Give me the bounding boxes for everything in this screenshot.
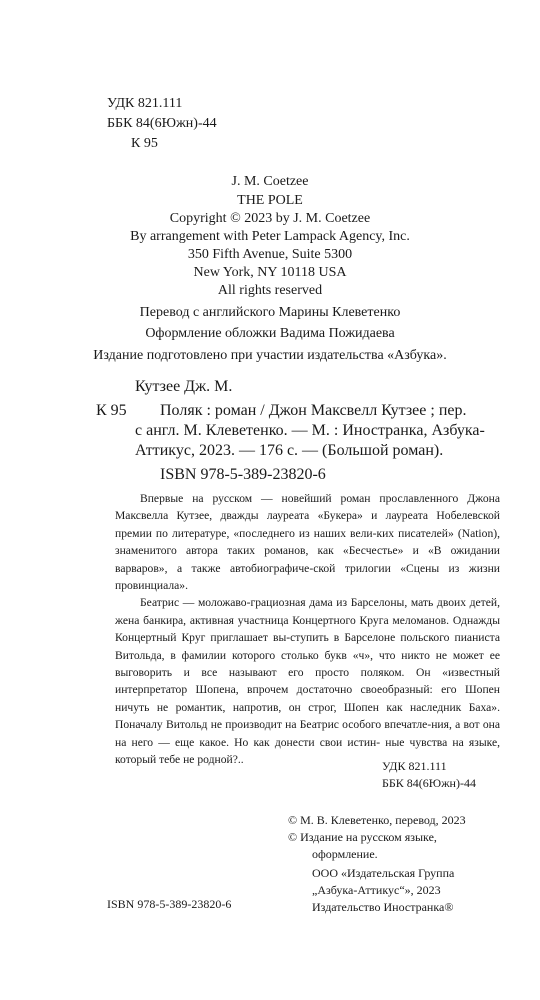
annotation-line: ния, а вот она на него — еще какое. Но как донести свои истин- (115, 718, 501, 749)
copyright-edition-cont: оформление. (312, 847, 378, 861)
copyright-publisher-cont: „Азбука-Аттикус“», 2023 (312, 883, 441, 897)
annotation-line: ской трилогии «Сцены из жизни провинциала». (115, 561, 500, 593)
agency-arrangement: By arrangement with Peter Lampack Agency, Inc. (130, 229, 410, 244)
cover-credit: Оформление обложки Вадима Пожидаева (145, 326, 395, 341)
annotation-line: Джона Максвелла Кутзее, дважды лауреата «Букера» и лауреата (115, 492, 500, 523)
cip-line-2: с англ. М. Клеветенко. — М. : Иностранка, Азбука- (135, 422, 485, 439)
cip-line-3: Аттикус, 2023. — 176 с. — (Большой роман). (135, 442, 444, 459)
cip-isbn: ISBN 978-5-389-23820-6 (160, 466, 326, 483)
publisher-note: Издание подготовлено при участии издательства «Азбука». (93, 348, 447, 363)
annotation-line: Беатрис — моложаво-грациозная дама из Барселоны, мать (140, 596, 434, 610)
cip-line-1: Поляк : роман / Джон Максвелл Кутзее ; пер. (160, 402, 467, 419)
original-copyright: Copyright © 2023 by J. M. Coetzee (169, 211, 371, 226)
agency-address: 350 Fifth Avenue, Suite 5300 (187, 247, 353, 262)
agency-city: New York, NY 10118 USA (193, 265, 347, 280)
isbn-bottom: ISBN 978-5-389-23820-6 (107, 897, 232, 911)
copyright-edition: © Издание на русском языке, (288, 830, 437, 844)
original-author: J. M. Coetzee (231, 174, 309, 189)
bottom-bbk: ББК 84(6Южн)-44 (382, 776, 476, 790)
rights-reserved: All rights reserved (217, 283, 323, 298)
annotation-line: двоих детей, жена банкира, активная участница Концертного (115, 596, 500, 627)
annotation-line: ступить в Барселоне польского пианиста Витольда, в фамилии (115, 631, 500, 662)
bottom-udk: УДК 821.111 (382, 759, 447, 773)
bbk-code: ББК 84(6Южн)-44 (107, 116, 217, 131)
annotation-line: которого столько букв «ч», что никто не может ее выговорить и (115, 648, 500, 680)
udk-code: УДК 821.111 (107, 96, 183, 111)
cip-mark: К 95 (96, 402, 127, 419)
annotation-line: ные чувства на языке, который тебе не родной?.. (115, 735, 500, 767)
original-title: THE POLE (237, 193, 303, 208)
annotation-line: Нобелевской премии по литературе, «последнего из наших вели- (115, 509, 500, 540)
annotation-line: не романтик, напротив, он строг, Шопен как наследник Баха». (156, 700, 500, 714)
annotation-paragraph-1 (115, 490, 500, 594)
annotation-line: Шопена, впрочем достаточно своеобразный: его Шопен ничуть (115, 683, 500, 714)
annotation-paragraph-2 (115, 594, 500, 768)
author-mark: К 95 (131, 136, 158, 151)
annotation (115, 490, 500, 769)
annotation-line: все называют его просто поляком. Он «известный интерпретатор (115, 666, 500, 697)
annotation-line: Круга меломанов. Однажды Концертный Круг приглашает вы- (115, 613, 500, 645)
annotation-line: Впервые на русском — новейший роман прославленного (140, 492, 459, 505)
copyright-imprint: Издательство Иностранка® (312, 900, 454, 914)
annotation-line: «Бесчестье» и «В ожидании варваров», а также автобиографиче- (115, 544, 500, 575)
cip-heading: Кутзее Дж. М. (135, 378, 233, 395)
copyright-publisher: ООО «Издательская Группа (312, 866, 455, 880)
annotation-line: Поначалу Витольд не производит на Беатрис особого впечатле- (115, 718, 432, 732)
copyright-translation: © М. В. Клеветенко, перевод, 2023 (288, 813, 466, 827)
annotation-line: ких писателей» (Nation), знаменитого автора таких романов, как (115, 526, 501, 558)
translation-credit: Перевод с английского Марины Клеветенко (139, 305, 401, 320)
